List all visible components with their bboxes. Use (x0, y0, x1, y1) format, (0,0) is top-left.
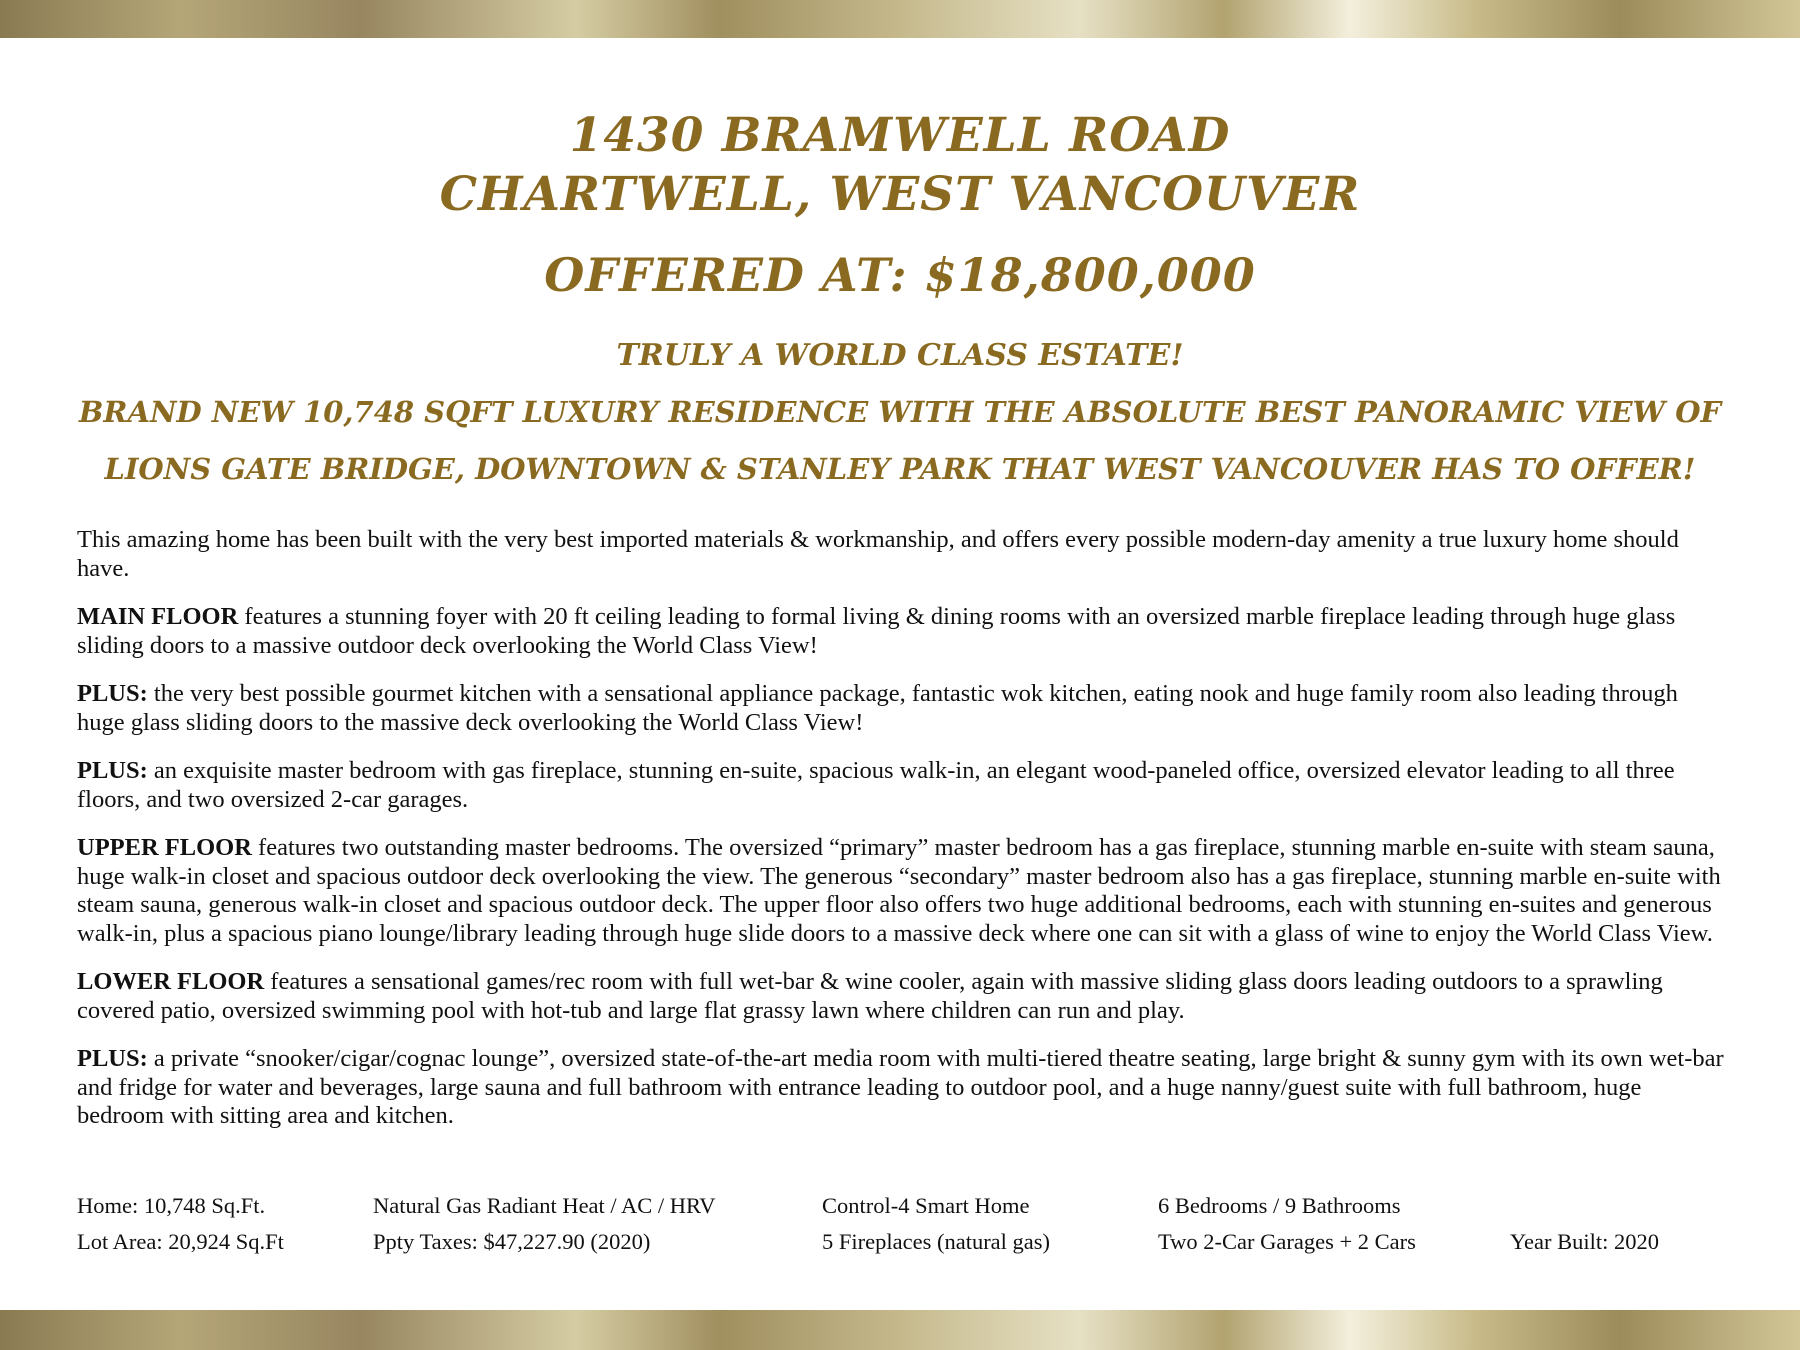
lower-floor-paragraph (77, 968, 1727, 1025)
spec-lot-area: Lot Area: 20,924 Sq.Ft (77, 1229, 284, 1254)
paragraph-text: the very best possible gourmet kitchen with a sensational appliance package, fantastic wok kitchen, eating nook and huge family room also leading through huge glass sliding doors to the massive deck overlooking the World Class View! (77, 680, 1678, 736)
paragraph-lead: PLUS: (77, 757, 148, 784)
paragraph-text: a private “snooker/cigar/cognac lounge”, oversized state-of-the-art media room with multi-tiered theatre seating, large bright & sunny gym with its own wet-bar and fridge for water and beverages, large sauna and full bathroom with entrance leading to outdoor pool, and a huge nanny/guest suite with full bathroom, huge bedroom with sitting area and kitchen. (77, 1045, 1724, 1129)
lounge-paragraph (77, 1045, 1727, 1131)
paragraph-lead: LOWER FLOOR (77, 968, 265, 995)
paragraph-lead: UPPER FLOOR (77, 834, 252, 861)
main-floor-paragraph (77, 603, 1727, 660)
intro-paragraph (77, 526, 1727, 583)
spec-bed-bath: 6 Bedrooms / 9 Bathrooms (1158, 1193, 1401, 1218)
paragraph-lead: PLUS: (77, 680, 148, 707)
top-gold-bar (0, 0, 1800, 38)
paragraph-text: features a stunning foyer with 20 ft ceiling leading to formal living & dining rooms with an oversized marble fireplace leading through huge glass sliding doors to a massive outdoor deck overlooking the World Class View! (77, 603, 1676, 659)
description-line-2: LIONS GATE BRIDGE, DOWNTOWN & STANLEY PARK THAT WEST VANCOUVER HAS TO OFFER! (104, 452, 1696, 486)
spec-year-built: Year Built: 2020 (1510, 1229, 1659, 1254)
kitchen-paragraph (77, 680, 1727, 737)
price-heading: OFFERED AT: $18,800,000 (544, 248, 1256, 302)
description-line-1: BRAND NEW 10,748 SQFT LUXURY RESIDENCE WITH THE ABSOLUTE BEST PANORAMIC VIEW OF (78, 395, 1722, 429)
bottom-gold-bar (0, 1310, 1800, 1350)
property-specs (0, 1193, 1800, 1263)
upper-floor-paragraph (77, 834, 1727, 948)
spec-home-area: Home: 10,748 Sq.Ft. (77, 1193, 266, 1218)
spec-fireplaces: 5 Fireplaces (natural gas) (822, 1229, 1051, 1254)
address-line-2: CHARTWELL, WEST VANCOUVER (439, 167, 1361, 222)
paragraph-text: This amazing home has been built with the very best imported materials & workmanship, and offers every possible modern-day amenity a true luxury home should have. (77, 526, 1679, 582)
paragraph-lead: PLUS: (77, 1045, 148, 1072)
paragraph-text: features two outstanding master bedrooms. The oversized “primary” master bedroom has a gas fireplace, stunning marble en-suite with steam sauna, huge walk-in closet and spacious outdoor deck overlooking the view. The generous “secondary” master bedroom also has a gas fireplace, stunning marble en-suite with steam sauna, generous walk-in closet and spacious outdoor deck. The upper floor also offers two huge additional bedrooms, each with stunning en-suites and generous walk-in, plus a spacious piano lounge/library leading through huge slide doors to a massive deck where one can sit with a glass of wine to enjoy the World Class View. (77, 834, 1721, 947)
paragraph-lead: MAIN FLOOR (77, 603, 239, 630)
spec-heating: Natural Gas Radiant Heat / AC / HRV (373, 1193, 716, 1218)
tagline: TRULY A WORLD CLASS ESTATE! (616, 338, 1184, 373)
paragraph-text: features a sensational games/rec room with full wet-bar & wine cooler, again with massive sliding glass doors leading outdoors to a sprawling covered patio, oversized swimming pool with hot-tub and large flat grassy lawn where children can run and play. (77, 968, 1663, 1024)
property-description (77, 526, 1727, 1151)
spec-smart-home: Control-4 Smart Home (822, 1193, 1030, 1218)
spec-garages: Two 2-Car Garages + 2 Cars (1158, 1229, 1416, 1254)
address-line-1: 1430 BRAMWELL ROAD (569, 108, 1231, 163)
master-bedroom-paragraph (77, 757, 1727, 814)
spec-taxes: Ppty Taxes: $47,227.90 (2020) (373, 1229, 651, 1254)
paragraph-text: an exquisite master bedroom with gas fireplace, stunning en-suite, spacious walk-in, an elegant wood-paneled office, oversized elevator leading to all three floors, and two oversized 2-car garages. (77, 757, 1675, 813)
